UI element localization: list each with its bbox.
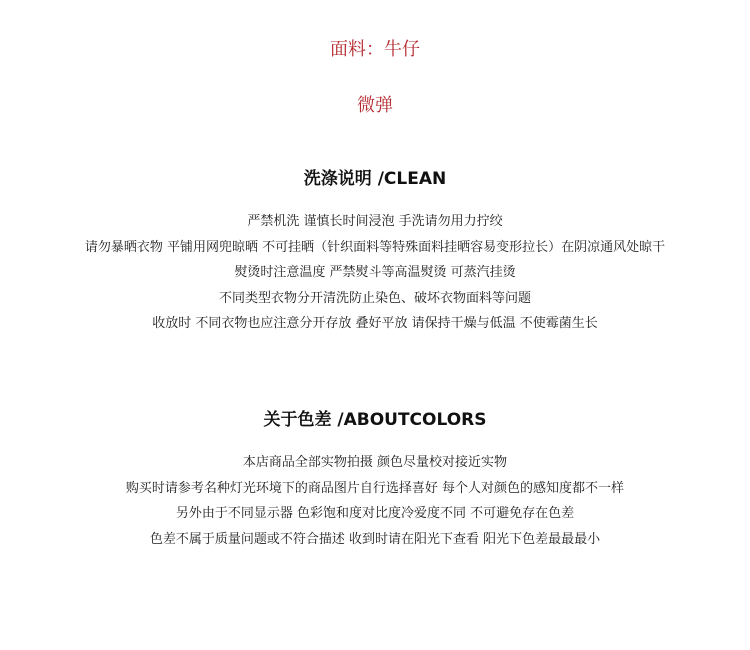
fabric-label: 面料：牛仔 [330, 39, 420, 60]
washing-instruction-line: 不同类型衣物分开清洗防止染色、破坏衣物面料等问题 [218, 291, 531, 306]
washing-instruction-line: 熨烫时注意温度 严禁熨斗等高温熨烫 可蒸汽挂烫 [234, 265, 516, 280]
stretch-label: 微弹 [357, 95, 393, 116]
washing-instruction-line: 请勿暴晒衣物 平铺用网兜晾晒 不可挂晒（针织面料等特殊面料挂晒容易变形拉长）在阴凉通风处晾干 [84, 240, 666, 255]
washing-instruction-line: 严禁机洗 谨慎长时间浸泡 手洗请勿用力拧绞 [247, 214, 503, 229]
color-note-line: 色差不属于质量问题或不符合描述 收到时请在阳光下查看 阳光下色差最最最小 [149, 532, 601, 547]
color-note-line: 本店商品全部实物拍摄 颜色尽量校对接近实物 [242, 455, 508, 470]
washing-instruction-line: 收放时 不同衣物也应注意分开存放 叠好平放 请保持干燥与低温 不使霉菌生长 [152, 316, 598, 331]
colors-title: 关于色差 /ABOUTCOLORS [263, 410, 487, 430]
color-note-line: 另外由于不同显示器 色彩饱和度对比度冷爱度不同 不可避免存在色差 [175, 506, 575, 521]
washing-title: 洗涤说明 /CLEAN [303, 169, 447, 189]
color-note-line: 购买时请参考名种灯光环境下的商品图片自行选择喜好 每个人对颜色的感知度都不一样 [125, 481, 625, 496]
